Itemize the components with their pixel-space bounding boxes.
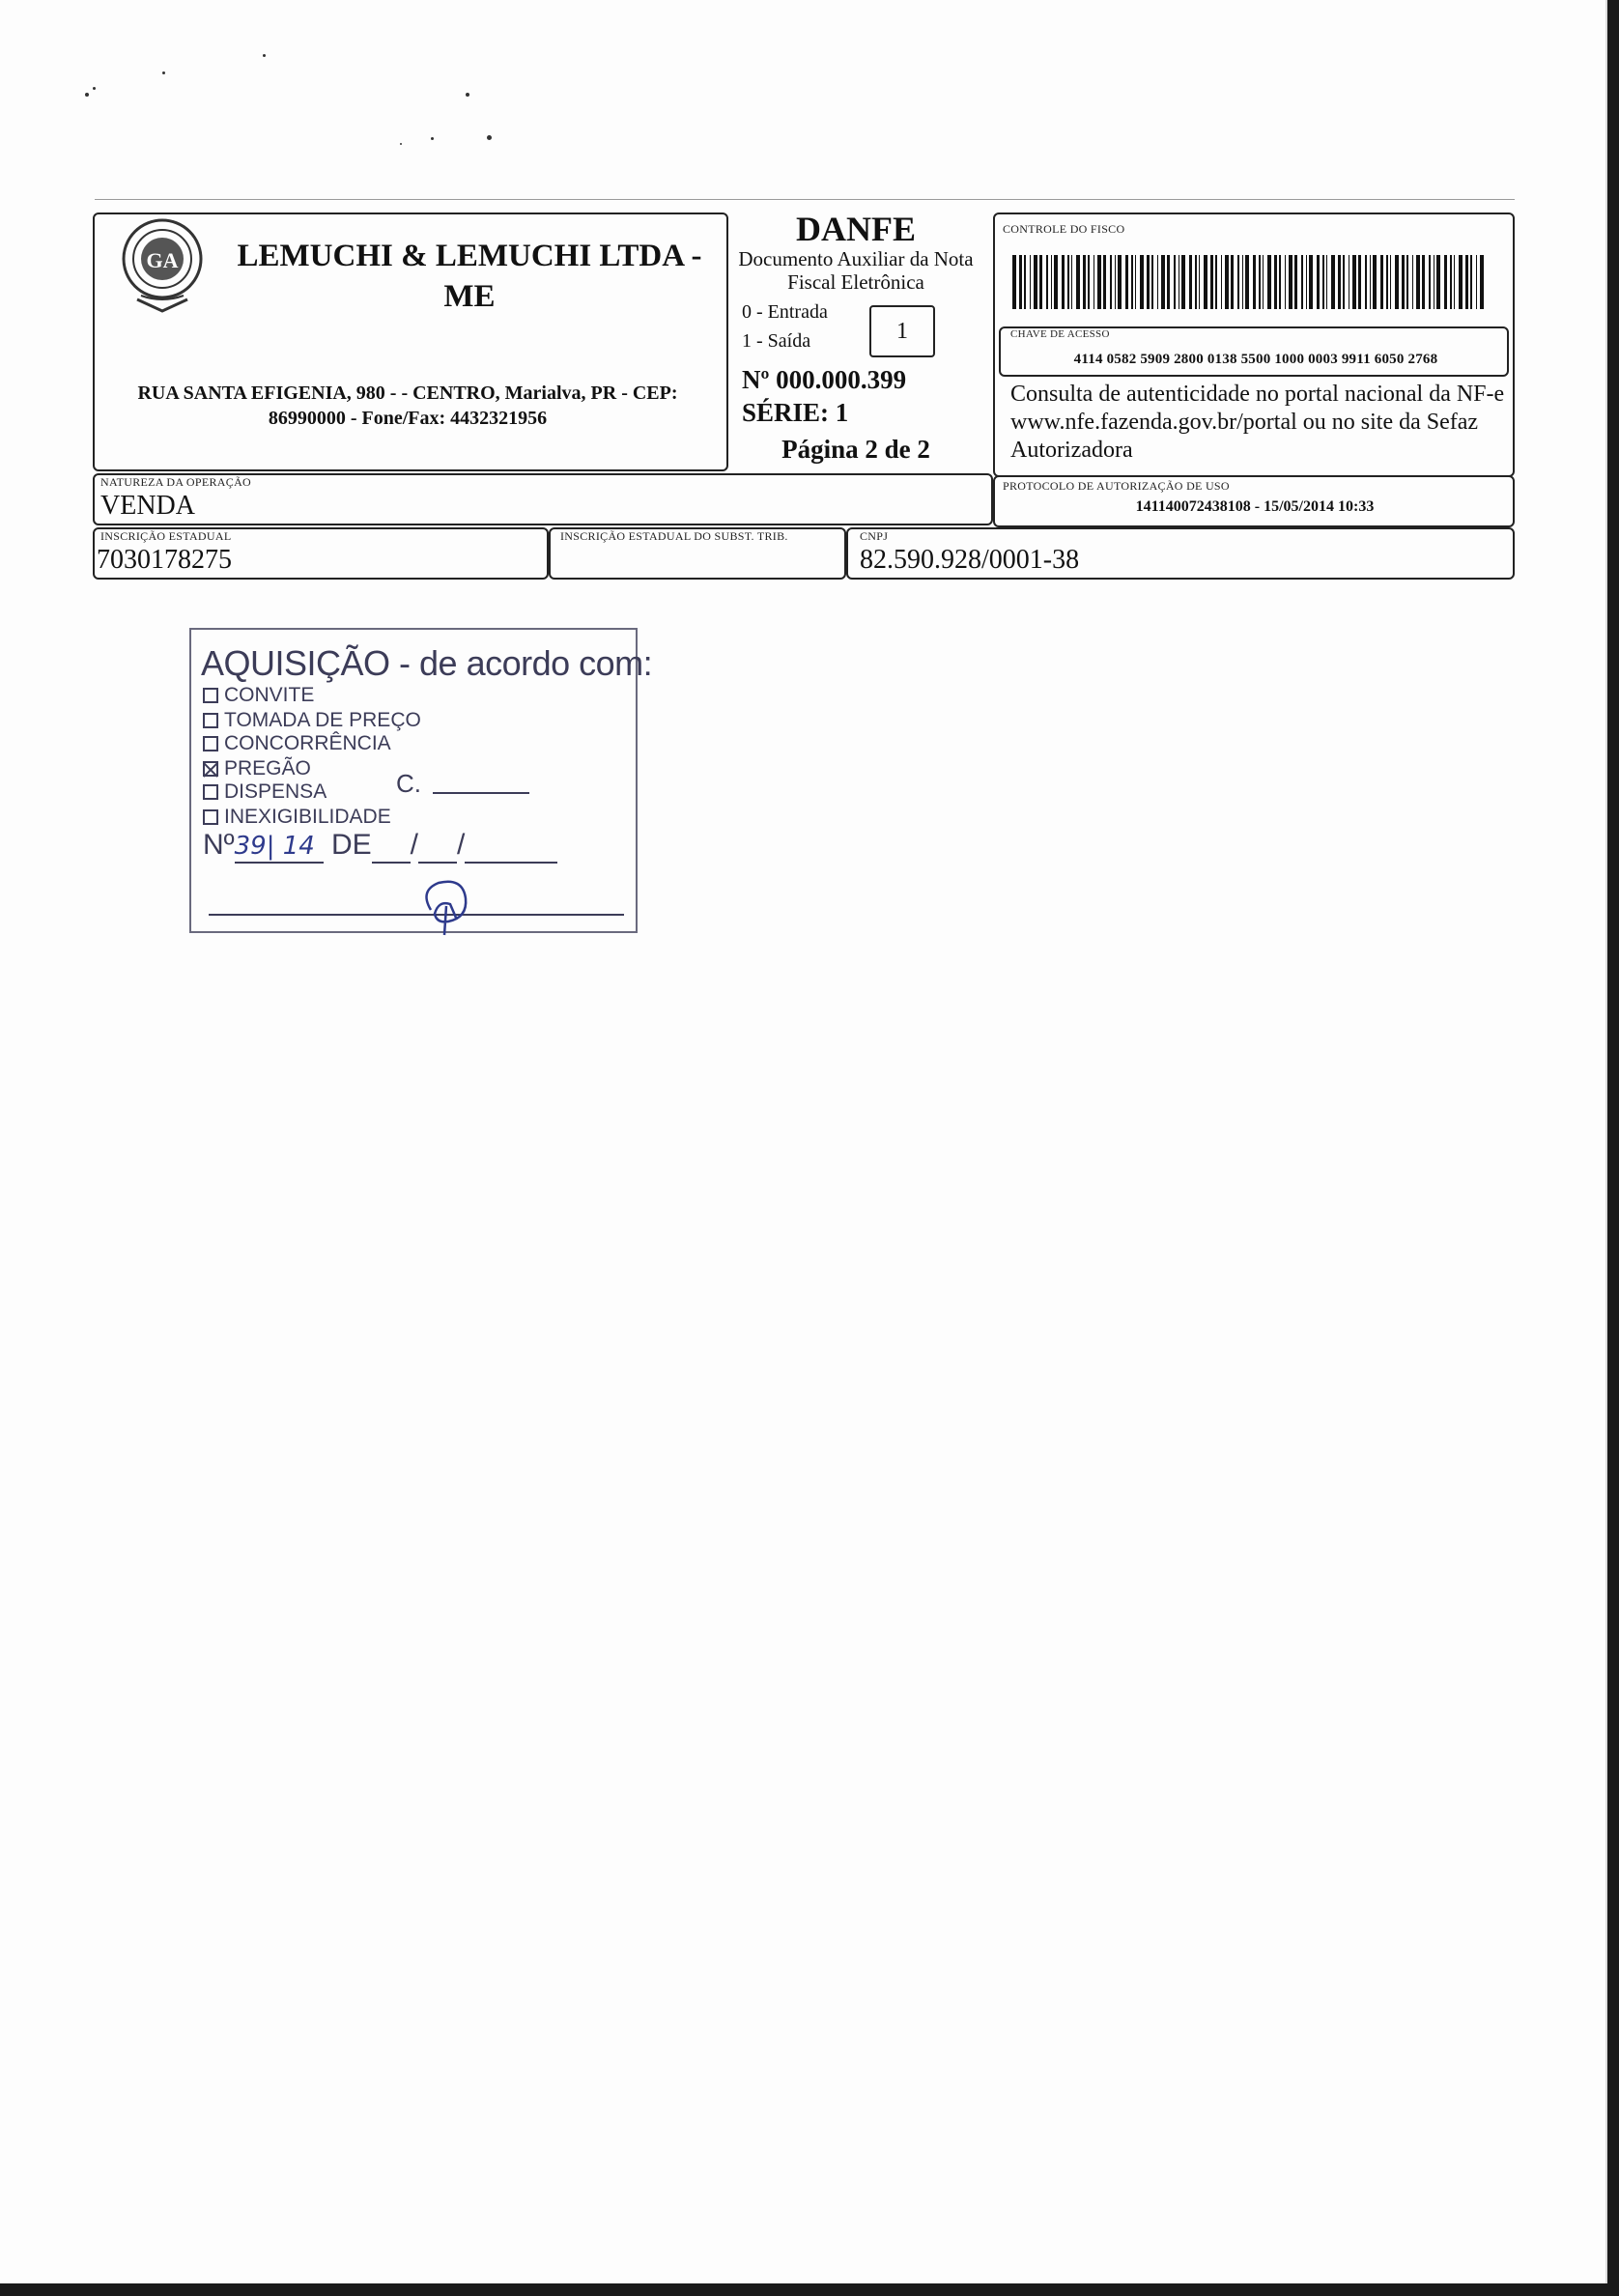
barcode-bar: [1253, 255, 1256, 309]
barcode-bar: [1110, 255, 1112, 309]
checkbox-icon: [203, 688, 218, 703]
barcode-bar: [1331, 255, 1335, 309]
danfe-serie: SÉRIE: 1: [742, 398, 849, 427]
protocolo-label: PROTOCOLO DE AUTORIZAÇÃO DE USO: [1003, 479, 1230, 493]
barcode-bar: [1285, 255, 1286, 309]
scan-speck: [93, 87, 96, 90]
checkbox-icon: [203, 736, 218, 751]
checked-checkbox-icon: [203, 761, 218, 777]
barcode-bar: [1386, 255, 1388, 309]
barcode-bar: [1181, 255, 1185, 309]
stamp-option-dispensa: [203, 780, 327, 804]
barcode-bar: [1444, 255, 1447, 309]
inscricao-estadual-value: 7030178275: [97, 545, 232, 575]
stamp-option-convite: [203, 684, 314, 707]
barcode-bar: [1459, 255, 1463, 309]
barcode-bar: [1436, 255, 1440, 309]
stamp-number-field: [235, 829, 324, 864]
stamp-de-label: DE: [330, 829, 372, 861]
barcode-bar: [1083, 255, 1086, 309]
barcode-bar: [1012, 255, 1016, 309]
barcode-bar: [1125, 255, 1128, 309]
emitente-address: [99, 381, 717, 431]
stamp-option-label: DISPENSA: [224, 780, 327, 803]
stamp-date-day: [372, 829, 411, 864]
barcode-bar: [1390, 255, 1391, 309]
barcode-bar: [1157, 255, 1158, 309]
chave-acesso-label: CHAVE DE ACESSO: [1010, 328, 1110, 340]
barcode-bar: [1274, 255, 1277, 309]
controle-fisco-label: CONTROLE DO FISCO: [1003, 222, 1125, 236]
barcode-bar: [1076, 255, 1080, 309]
barcode-bar: [1279, 255, 1281, 309]
stamp-date-separator: /: [457, 829, 466, 861]
stamp-option-pregao: [203, 757, 311, 780]
barcode-bar: [1151, 255, 1153, 309]
barcode-bar: [1370, 255, 1371, 309]
scan-speck: [466, 93, 469, 97]
emitente-address-line2: 86990000 - Fone/Fax: 4432321956: [268, 408, 548, 429]
scan-speck: [85, 93, 89, 97]
emitente-address-line1: RUA SANTA EFIGENIA, 980 - - CENTRO, Marialva, PR - CEP:: [137, 383, 678, 404]
stamp-option-concorrencia: [203, 732, 391, 755]
danfe-tipo-box: 1: [869, 305, 935, 357]
barcode-bar: [1161, 255, 1165, 309]
barcode-bar: [1412, 255, 1413, 309]
barcode-bar: [1454, 255, 1455, 309]
barcode-bar: [1406, 255, 1408, 309]
stamp-number-prefix: Nº: [203, 829, 235, 861]
barcode-bar: [1343, 255, 1345, 309]
barcode-image: [1012, 255, 1488, 309]
cnpj-label: CNPJ: [860, 529, 889, 543]
barcode-bar: [1199, 255, 1200, 309]
barcode-bar: [1480, 255, 1484, 309]
barcode-bar: [1242, 255, 1243, 309]
stamp-c-label: C.: [396, 769, 421, 798]
barcode-bar: [1402, 255, 1405, 309]
inscricao-estadual-label: INSCRIÇÃO ESTADUAL: [100, 529, 232, 543]
barcode-bar: [1140, 255, 1144, 309]
barcode-bar: [1215, 255, 1217, 309]
barcode-bar: [1294, 255, 1297, 309]
consulta-text: Consulta de autenticidade no portal nacional da NF-e www.nfe.fazenda.gov.br/portal ou no site da Sefaz Autorizadora: [1010, 382, 1505, 463]
scan-speck: [162, 71, 165, 74]
barcode-bar: [1301, 255, 1303, 309]
cnpj-value: 82.590.928/0001-38: [860, 545, 1080, 575]
company-logo-icon: [116, 214, 209, 319]
barcode-bar: [1054, 255, 1058, 309]
barcode-bar: [1263, 255, 1264, 309]
scan-speck: [487, 135, 492, 140]
danfe-description: Documento Auxiliar da Nota Fiscal Eletrônica: [738, 247, 974, 294]
barcode-bar: [1067, 255, 1069, 309]
stamp-option-label: CONVITE: [224, 684, 315, 706]
barcode-bar: [1062, 255, 1065, 309]
barcode-bar: [1259, 255, 1261, 309]
stamp-option-label: TOMADA DE PREÇO: [224, 709, 421, 731]
handwritten-signature-icon: [410, 871, 487, 939]
stamp-date-month: [418, 829, 457, 864]
stamp-date-separator: /: [410, 829, 418, 861]
emitente-name: LEMUCHI & LEMUCHI LTDA - ME: [237, 239, 702, 314]
barcode-bar: [1365, 255, 1367, 309]
barcode-bar: [1051, 255, 1052, 309]
barcode-bar: [1115, 255, 1116, 309]
stamp-number-handwritten: 39| 14: [234, 832, 315, 861]
barcode-bar: [1395, 255, 1399, 309]
barcode-bar: [1338, 255, 1341, 309]
barcode-bar: [1039, 255, 1042, 309]
stamp-option-tomada-preco: [203, 709, 421, 732]
natureza-operacao-label: NATUREZA DA OPERAÇÃO: [100, 475, 252, 489]
inscricao-subst-label: INSCRIÇÃO ESTADUAL DO SUBST. TRIB.: [560, 529, 788, 543]
barcode-bar: [1135, 255, 1136, 309]
natureza-operacao-value: VENDA: [100, 491, 195, 521]
barcode-bar: [1118, 255, 1122, 309]
barcode-bar: [1019, 255, 1022, 309]
stamp-title: AQUISIÇÃO - de acordo com:: [201, 643, 653, 683]
barcode-bar: [1221, 255, 1222, 309]
barcode-bar: [1189, 255, 1192, 309]
barcode-bar: [1088, 255, 1090, 309]
stamp-c-line: [433, 792, 529, 794]
barcode-bar: [1309, 255, 1313, 309]
barcode-bar: [1167, 255, 1170, 309]
barcode-bar: [1289, 255, 1292, 309]
barcode-bar: [1416, 255, 1420, 309]
barcode-bar: [1147, 255, 1150, 309]
barcode-bar: [1326, 255, 1327, 309]
barcode-bar: [1097, 255, 1101, 309]
barcode-bar: [1204, 255, 1207, 309]
protocolo-value: 141140072438108 - 15/05/2014 10:33: [1135, 498, 1375, 515]
stamp-option-label: PREGÃO: [224, 757, 311, 780]
stamp-date-year: [465, 829, 557, 864]
barcode-bar: [1245, 255, 1249, 309]
stamp-option-label: INEXIGIBILIDADE: [224, 806, 391, 828]
barcode-bar: [1210, 255, 1213, 309]
barcode-bar: [1429, 255, 1431, 309]
barcode-bar: [1306, 255, 1307, 309]
barcode-bar: [1358, 255, 1361, 309]
barcode-bar: [1225, 255, 1229, 309]
barcode-bar: [1373, 255, 1377, 309]
barcode-bar: [1476, 255, 1477, 309]
barcode-bar: [1322, 255, 1324, 309]
barcode-bar: [1034, 255, 1037, 309]
scan-speck: [431, 137, 434, 140]
barcode-bar: [1465, 255, 1468, 309]
barcode-bar: [1352, 255, 1356, 309]
stamp-number-line: [203, 829, 557, 864]
stamp-option-label: CONCORRÊNCIA: [224, 732, 391, 754]
checkbox-icon: [203, 809, 218, 825]
danfe-title: DANFE: [796, 210, 916, 248]
barcode-bar: [1024, 255, 1026, 309]
barcode-bar: [1380, 255, 1383, 309]
barcode-bar: [1071, 255, 1072, 309]
barcode-bar: [1131, 255, 1133, 309]
danfe-number: Nº 000.000.399: [742, 365, 907, 394]
barcode-bar: [1030, 255, 1031, 309]
aquisicao-stamp: [189, 628, 653, 933]
danfe-option-entrada: 0 - Entrada: [742, 301, 828, 323]
barcode-bar: [1450, 255, 1452, 309]
barcode-bar: [1103, 255, 1106, 309]
barcode-bar: [1046, 255, 1048, 309]
barcode-bar: [1422, 255, 1425, 309]
svg-text:GA: GA: [146, 248, 179, 272]
barcode-bar: [1317, 255, 1320, 309]
barcode-bar: [1231, 255, 1234, 309]
checkbox-icon: [203, 784, 218, 800]
barcode-bar: [1267, 255, 1271, 309]
chave-acesso-value: 4114 0582 5909 2800 0138 5500 1000 0003 9911 6050 2768: [1073, 352, 1438, 367]
stamp-option-inexigibilidade: [203, 806, 391, 829]
barcode-bar: [1195, 255, 1197, 309]
separator-line: [95, 199, 1515, 200]
danfe-option-saida: 1 - Saída: [742, 330, 811, 352]
scan-speck: [400, 143, 402, 145]
scan-speck: [263, 54, 266, 57]
danfe-page-indicator: Página 2 de 2: [781, 435, 930, 464]
checkbox-icon: [203, 713, 218, 728]
barcode-bar: [1174, 255, 1176, 309]
barcode-bar: [1237, 255, 1239, 309]
barcode-bar: [1470, 255, 1472, 309]
